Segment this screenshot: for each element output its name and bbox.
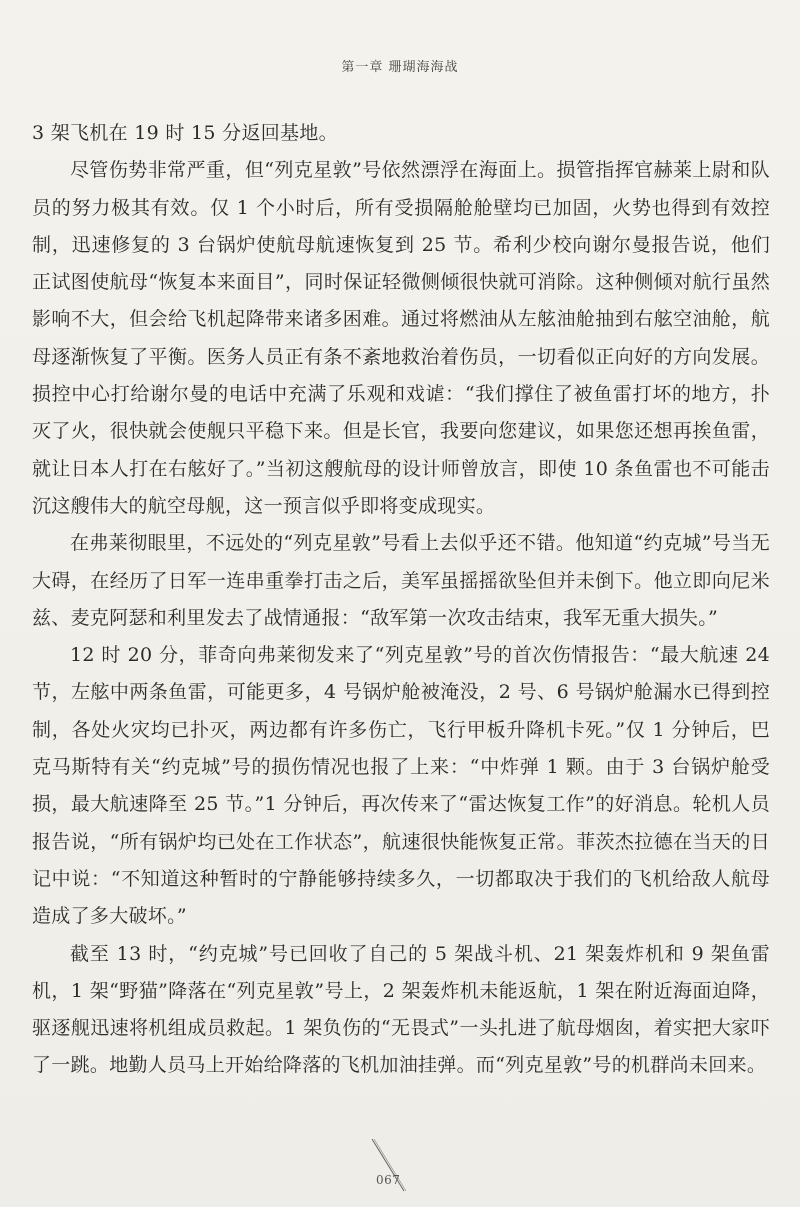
body-text	[32, 115, 770, 1085]
page-number: 067	[376, 1173, 401, 1187]
paragraph: 3 架飞机在 19 时 15 分返回基地。	[32, 122, 338, 144]
page-footer	[360, 1135, 440, 1195]
paragraph: 尽管伤势非常严重，但“列克星敦”号依然漂浮在海面上。损管指挥官赫莱上尉和队员的努力极其有效。仅 1 个小时后，所有受损隔舱舱壁均已加固，火势也得到有效控制，迅速修复的 3 台锅炉使航母航速恢复到 25 节。希利少校向谢尔曼报告说，他们正试图使航母“恢复本来面目”，同时保证轻微侧倾很快就可消除。这种侧倾对航行虽然影响不大，但会给飞机起降带来诸多困难。通过将燃油从左舷油舱抽到右舷空油舱，航母逐渐恢复了平衡。医务人员正有条不紊地救治着伤员，一切看似正向好的方向发展。损控中心打给谢尔曼的电话中充满了乐观和戏谑：“我们撑住了被鱼雷打坏的地方，扑灭了火，很快就会使舰只平稳下来。但是长官，我要向您建议，如果您还想再挨鱼雷，就让日本人打在右舷好了。”当初这艘航母的设计师曾放言，即使 10 条鱼雷也不可能击沉这艘伟大的航空母舰，这一预言似乎即将变成现实。	[32, 159, 770, 517]
paragraph: 在弗莱彻眼里，不远处的“列克星敦”号看上去似乎还不错。他知道“约克城”号当无大碍，在经历了日军一连串重拳打击之后，美军虽摇摇欲坠但并未倒下。他立即向尼米兹、麦克阿瑟和利里发去了战情通报：“敌军第一次攻击结束，我军无重大损失。”	[32, 532, 770, 629]
paragraph: 截至 13 时，“约克城”号已回收了自己的 5 架战斗机、21 架轰炸机和 9 架鱼雷机，1 架“野猫”降落在“列克星敦”号上，2 架轰炸机未能返航，1 架在附近海面迫降，驱逐舰迅速将机组成员救起。1 架负伤的“无畏式”一头扎进了航母烟囱，着实把大家吓了一跳。地勤人员马上开始给降落的飞机加油挂弹。而“列克星敦”号的机群尚未回来。	[32, 942, 770, 1077]
paragraph: 12 时 20 分，菲奇向弗莱彻发来了“列克星敦”号的首次伤情报告：“最大航速 24 节，左舷中两条鱼雷，可能更多，4 号锅炉舱被淹没，2 号、6 号锅炉舱漏水已得到控制，各处火灾均已扑灭，两边都有许多伤亡，飞行甲板升降机卡死。”仅 1 分钟后，巴克马斯特有关“约克城”号的损伤情况也报了上来：“中炸弹 1 颗。由于 3 台锅炉舱受损，最大航速降至 25 节。”1 分钟后，再次传来了“雷达恢复工作”的好消息。轮机人员报告说，“所有锅炉均已处在工作状态”，航速很快能恢复正常。菲茨杰拉德在当天的日记中说：“不知道这种暂时的宁静能够持续多久，一切都取决于我们的飞机给敌人航母造成了多大破坏。”	[32, 644, 770, 928]
running-header: 第一章 珊瑚海海战	[341, 60, 459, 75]
